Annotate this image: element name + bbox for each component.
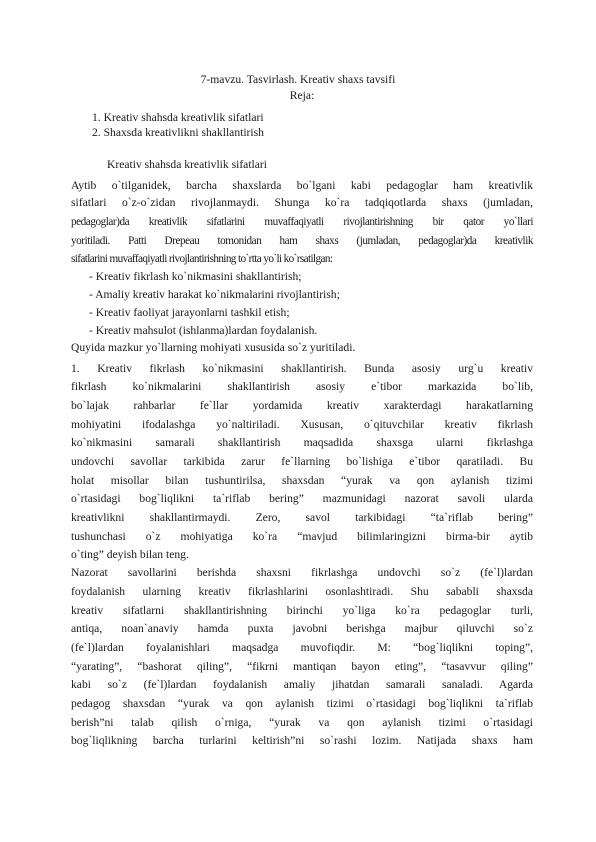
paragraph-line: foydalanish ularning kreativ fikrlashlarini osonlashtiradi. Shu sababli shaxsda <box>71 585 533 598</box>
paragraph-line: mohiyatini ifodalashga yo`naltiriladi. Xususan, o`qituvchilar kreativ fikrlash <box>71 418 533 431</box>
section-heading: Kreativ shahsda kreativlik sifatlari <box>107 158 268 171</box>
paragraph-line: yoritiladi. Patti Drepeau tomonidan ham shaxs (jumladan, pedagoglar)da kreativlik <box>71 235 533 247</box>
plan-label: Reja: <box>289 89 315 102</box>
paragraph-line: o`rtasidagi bog`liqlikni ta`riflab bering” mazmunidagi nazorat savoli ularda <box>71 492 533 505</box>
paragraph-line: Quyida mazkur yo`llarning mohiyati xususida so`z yuritiladi. <box>71 341 356 354</box>
paragraph-line: fikrlash ko`nikmalarini shakllantirish asosiy e`tibor markazida bo`lib, <box>71 380 533 393</box>
plan-item: 2. Shaxsda kreativlikni shakllantirish <box>92 126 264 139</box>
paragraph-line: sifatlari o`z-o`zidan rivojlanmaydi. Shunga ko`ra tadqiqotlarda shaxs (jumladan, <box>71 196 533 209</box>
paragraph-line: antiqa, noan`anaviy hamda puxta javobni berishga majbur qiluvchi so`z <box>71 622 533 635</box>
paragraph-line: Aytib o`tilganidek, barcha shaxslarda bo`lgani kabi pedagoglar ham kreativlik <box>71 179 533 192</box>
paragraph-line: “yarating”, “bashorat qiling”, “fikrni mantiqan bayon eting”, “tasavvur qiling” <box>71 660 533 673</box>
paragraph-line: sifatlarini muvaffaqiyatli rivojlantirishning to`rtta yo`li ko`rsatilgan: <box>71 253 333 265</box>
paragraph-line: bog`liqlikning barcha turlarini keltirish”ni so`rashi lozim. Natijada shaxs ham <box>71 734 533 747</box>
paragraph-line: pedagoglar)da kreativlik sifatlarini muvaffaqiyatli rivojlantirishning bir qator yo`llari <box>71 216 533 228</box>
list-item: - Kreativ mahsulot (ishlanma)lardan foydalanish. <box>89 324 318 337</box>
paragraph-line: holat misollar bilan tushuntirilsa, shaxsdan “yurak va qon aylanish tizimi <box>71 474 533 487</box>
list-item: - Kreativ fikrlash ko`nikmasini shakllantirish; <box>89 270 302 283</box>
paragraph-line: berish”ni talab qilish o`rniga, “yurak va qon aylanish tizimi o`rtasidagi <box>71 716 533 729</box>
page-title: 7-mavzu. Tasvirlash. Kreativ shaxs tavsifi <box>200 73 396 86</box>
paragraph-line: Nazorat savollarini berishda shaxsni fikrlashga undovchi so`z (fe`l)lardan <box>71 566 533 579</box>
paragraph-line: 1. Kreativ fikrlash ko`nikmasini shakllantirish. Bunda asosiy urg`u kreativ <box>71 362 533 375</box>
list-item: - Amaliy kreativ harakat ko`nikmalarini rivojlantirish; <box>89 288 340 301</box>
paragraph-line: bo`lajak rahbarlar fe`llar yordamida kreativ xarakterdagi harakatlarning <box>71 399 533 412</box>
paragraph-line: kreativ sifatlarni shakllantirishning birinchi yo`liga ko`ra pedagoglar turli, <box>71 604 533 617</box>
list-item: - Kreativ faoliyat jarayonlarni tashkil etish; <box>89 306 290 319</box>
paragraph-line: pedagog shaxsdan “yurak va qon aylanish tizimi o`rtasidagi bog`liqlikni ta`riflab <box>71 697 533 710</box>
paragraph-line: ko`nikmasini samarali shakllantirish maqsadida shaxsga ularni fikrlashga <box>71 436 533 449</box>
paragraph-line: kreativlikni shakllantirmaydi. Zero, savol tarkibidagi “ta`riflab bering” <box>71 511 533 524</box>
plan-item: 1. Kreativ shahsda kreativlik sifatlari <box>92 111 264 124</box>
paragraph-line: tushunchasi o`z mohiyatiga ko`ra “mavjud bilimlaringizni birma-bir aytib <box>71 530 533 543</box>
paragraph-line: o`ting” deyish bilan teng. <box>71 548 189 561</box>
paragraph-line: undovchi savollar tarkibida zarur fe`llarning bo`lishiga e`tibor qaratiladi. Bu <box>71 455 533 468</box>
paragraph-line: (fe`l)lardan foyalanishlari maqsadga muvofiqdir. M: “bog`liqlikni toping”, <box>71 641 533 654</box>
paragraph-line: kabi so`z (fe`l)lardan foydalanish amaliy jihatdan samarali sanaladi. Agarda <box>71 678 533 691</box>
